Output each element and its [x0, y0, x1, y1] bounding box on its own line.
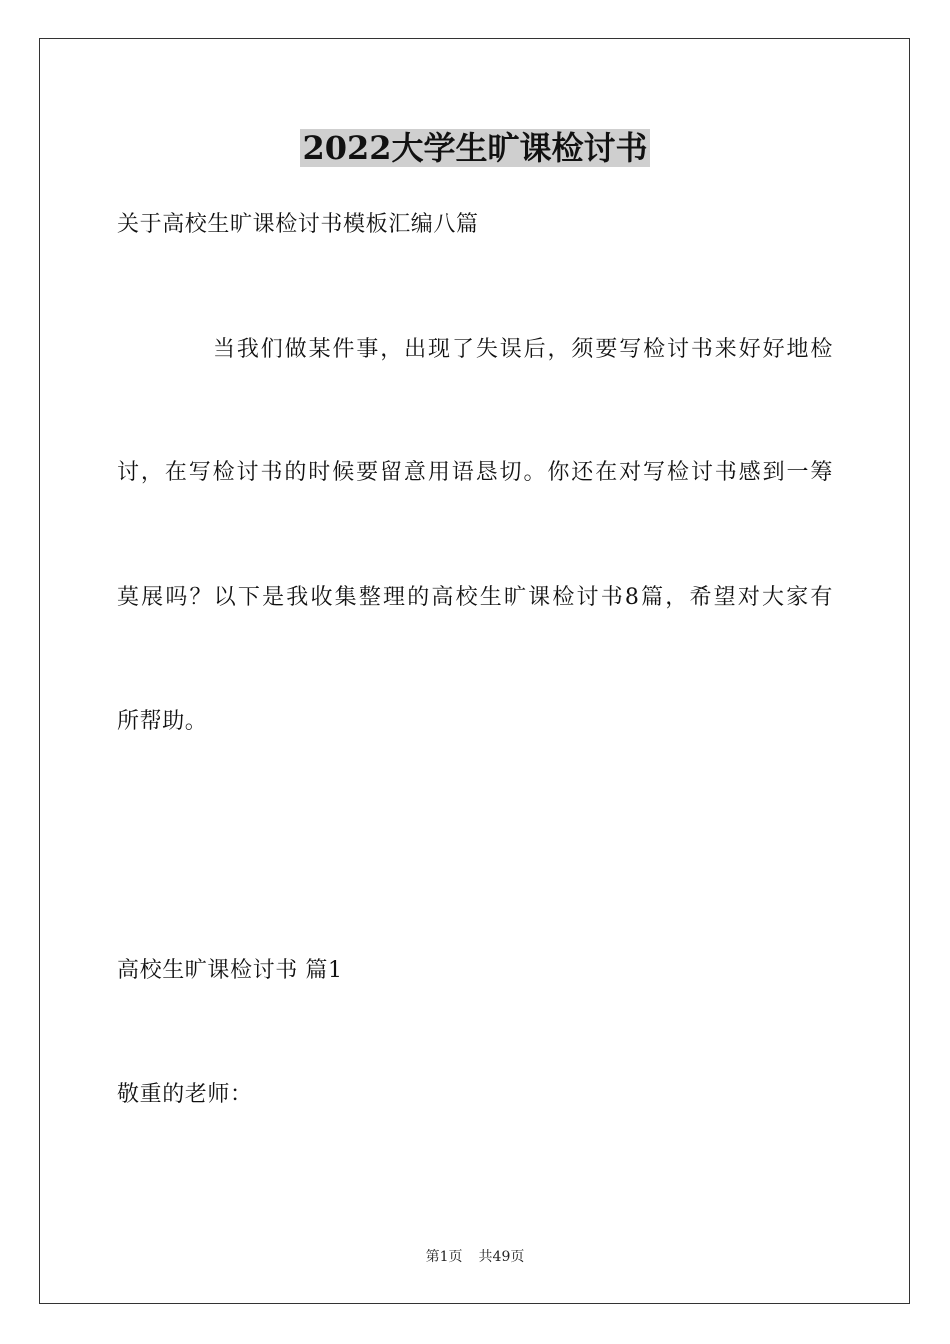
intro-paragraph-line-2: 讨，在写检讨书的时候要留意用语恳切。你还在对写检讨书感到一筹 — [117, 460, 833, 485]
document-title-text: 2022大学生旷课检讨书 — [302, 129, 648, 167]
section-heading: 高校生旷课检讨书 篇1 — [117, 958, 343, 983]
intro-paragraph-line-3: 莫展吗？以下是我收集整理的高校生旷课检讨书8篇，希望对大家有 — [117, 585, 833, 610]
intro-paragraph-line-4: 所帮助。 — [117, 709, 208, 734]
document-subtitle: 关于高校生旷课检讨书模板汇编八篇 — [117, 212, 479, 237]
page-footer — [0, 1248, 950, 1266]
page-number-current: 第1页 — [425, 1249, 463, 1265]
intro-paragraph-line-1: 当我们做某件事，出现了失误后，须要写检讨书来好好地检 — [213, 337, 833, 362]
page-number-total: 共49页 — [478, 1249, 525, 1265]
document-title — [0, 126, 950, 170]
salutation: 敬重的老师： — [117, 1082, 253, 1107]
